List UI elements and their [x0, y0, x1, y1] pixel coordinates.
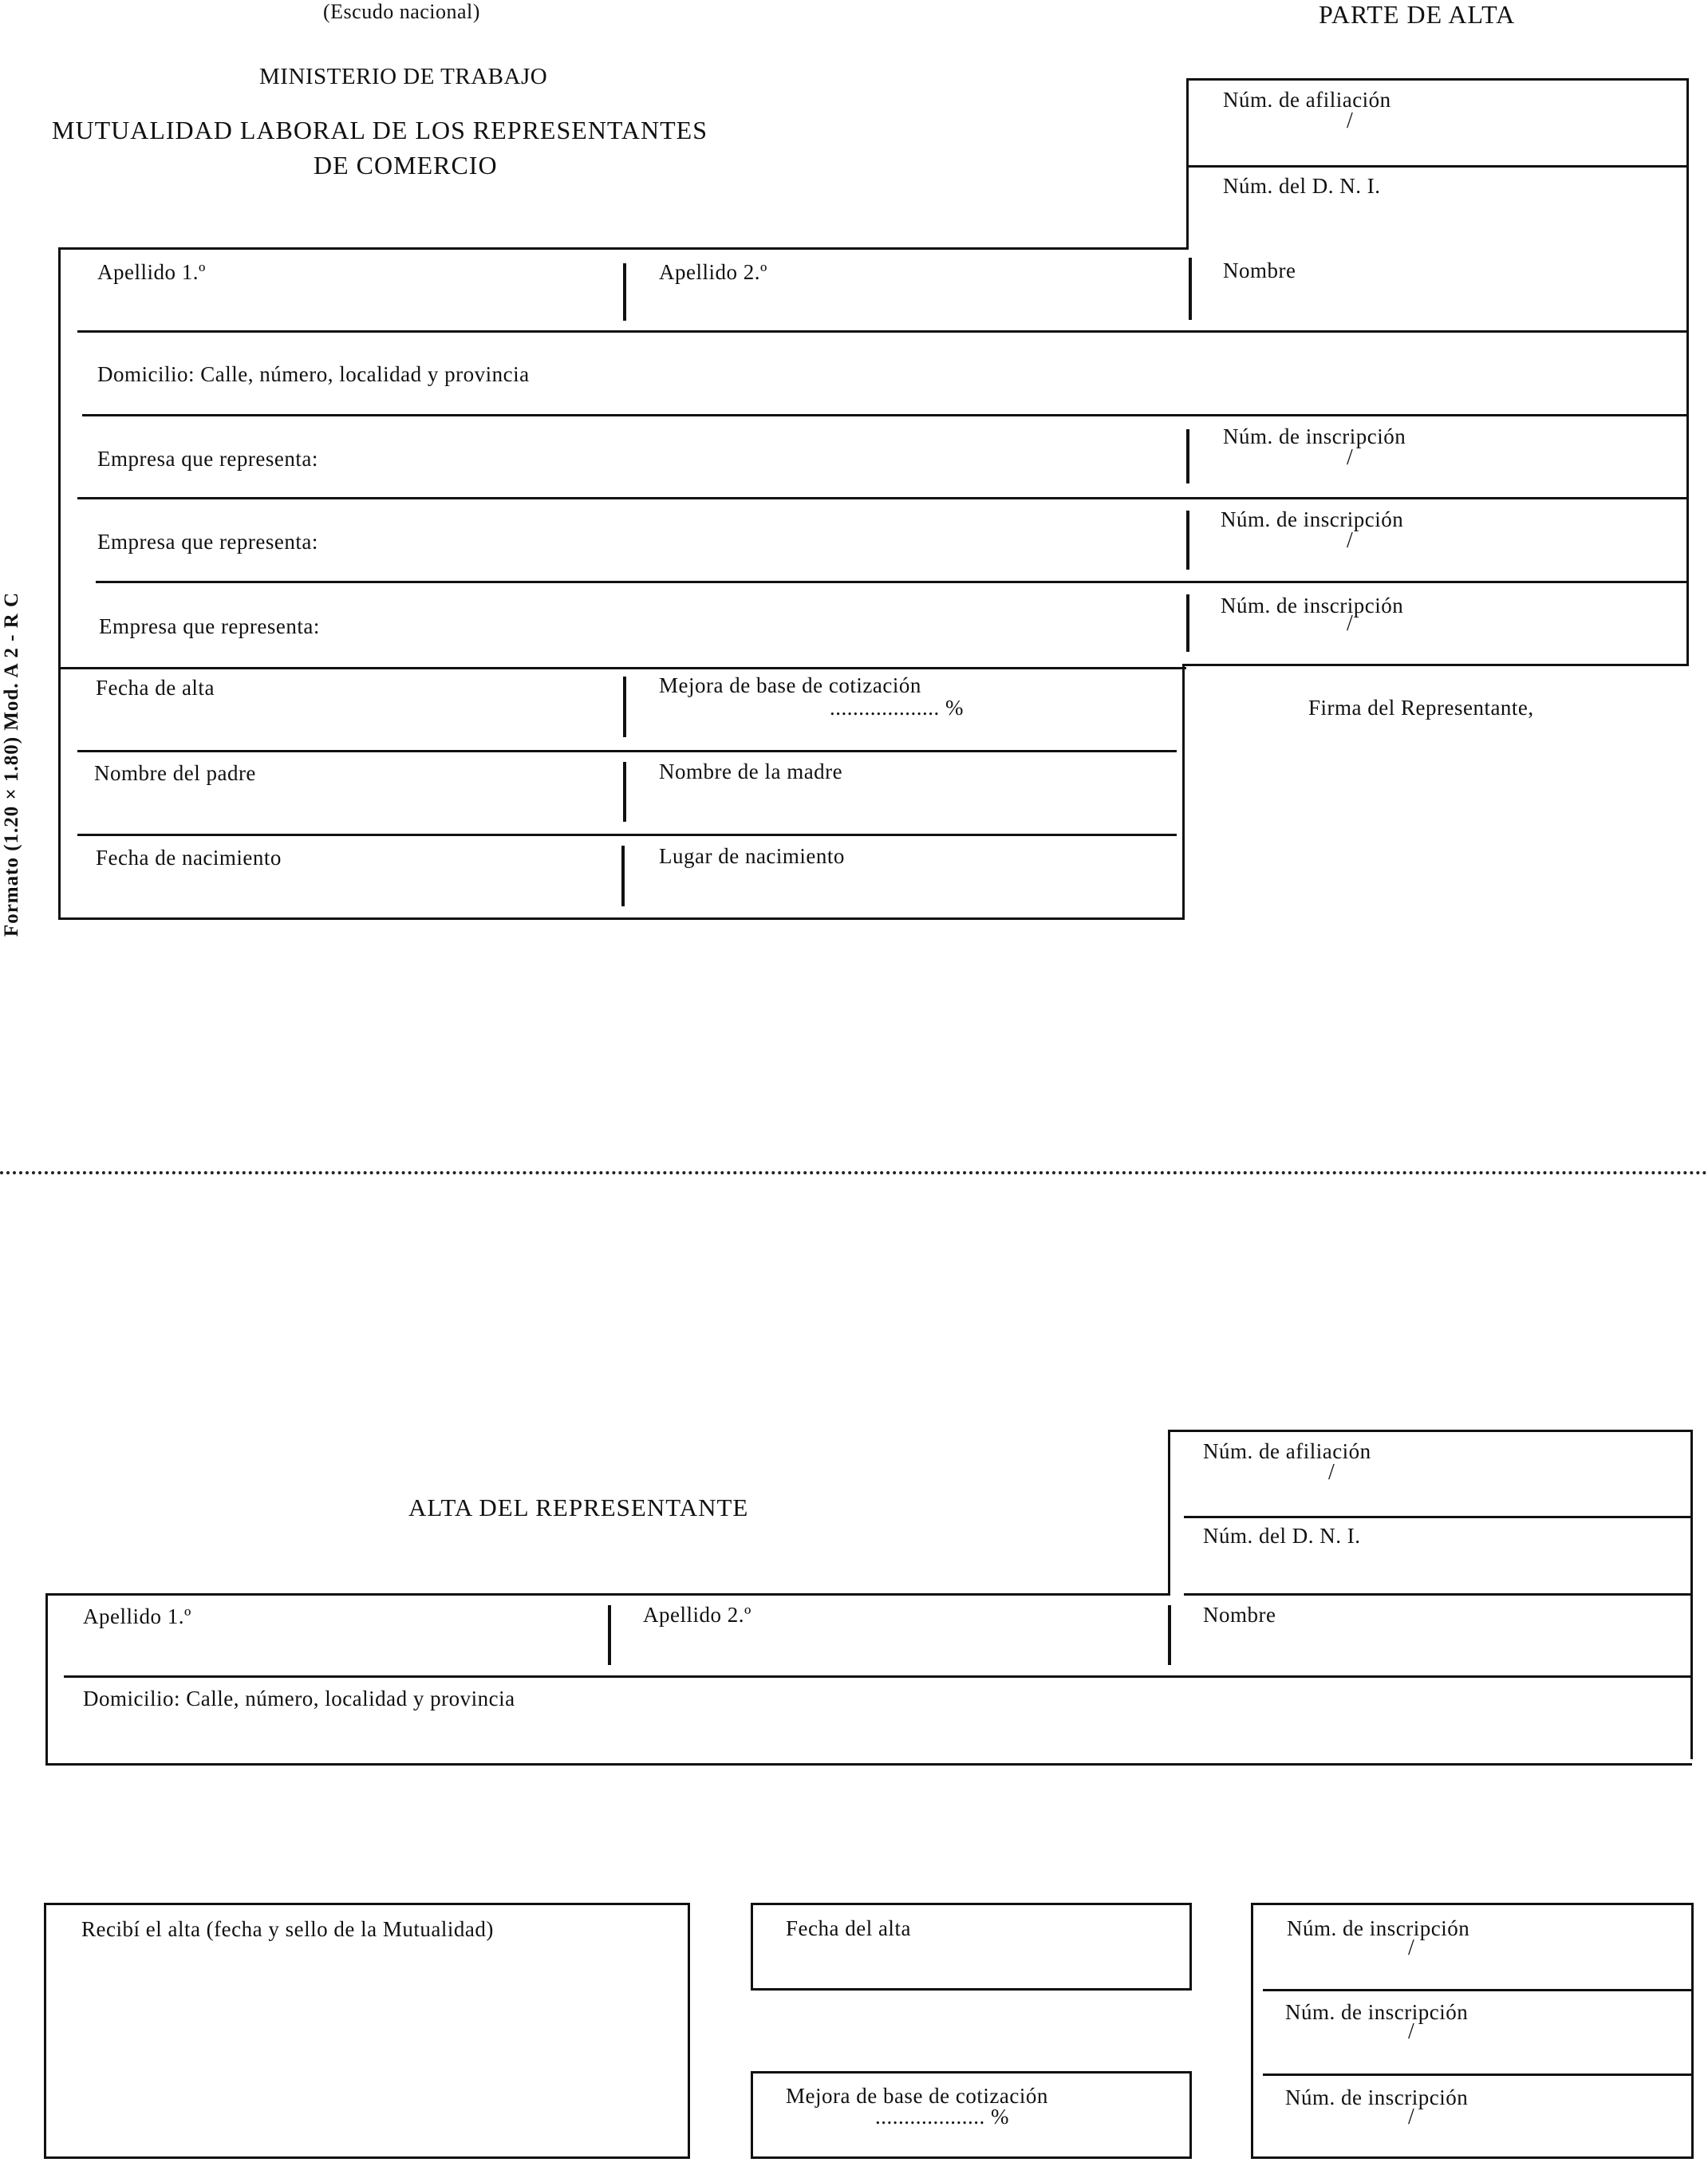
row-divider	[77, 750, 1177, 752]
registration-number-2-label: Núm. de inscripción	[1285, 2000, 1469, 2024]
registration-number-1-label: Núm. de inscripción	[1223, 424, 1406, 448]
frame-edge	[45, 1763, 1692, 1766]
field-separator	[621, 846, 625, 906]
row-divider	[64, 1675, 1692, 1678]
field-separator	[623, 677, 626, 737]
birth-date-label[interactable]: Fecha de nacimiento	[96, 846, 282, 870]
frame-edge	[1168, 1430, 1170, 1593]
ministry-name: MINISTERIO DE TRABAJO	[259, 64, 548, 89]
registration-number-1-label: Núm. de inscripción	[1287, 1916, 1470, 1940]
field-separator	[1186, 594, 1189, 652]
row-divider	[58, 667, 1186, 669]
first-name-label[interactable]: Nombre	[1203, 1603, 1276, 1627]
surname-1-label[interactable]: Apellido 1.º	[97, 260, 206, 284]
receipt-stamp-label: Recibí el alta (fecha y sello de la Mutualidad)	[81, 1917, 494, 1941]
frame-edge	[45, 1593, 48, 1765]
field-separator	[623, 762, 626, 822]
mother-name-label[interactable]: Nombre de la madre	[659, 760, 843, 783]
surname-1-label[interactable]: Apellido 1.º	[83, 1604, 191, 1628]
father-name-label[interactable]: Nombre del padre	[94, 761, 256, 785]
representative-signature-label: Firma del Representante,	[1308, 696, 1534, 720]
frame-edge	[45, 1593, 1170, 1596]
frame-edge	[58, 917, 1183, 920]
surname-2-label[interactable]: Apellido 2.º	[643, 1603, 751, 1627]
registration-numbers-box	[1251, 1903, 1694, 2159]
format-side-label: Formato (1.20 × 1.80) Mod. A 2 - R C	[1, 591, 22, 937]
dni-number-label: Núm. del D. N. I.	[1223, 174, 1381, 198]
registration-number-1-field[interactable]: /	[1408, 1935, 1414, 1960]
field-separator	[1189, 258, 1192, 320]
registration-number-3-label: Núm. de inscripción	[1221, 594, 1404, 618]
field-separator	[1186, 511, 1189, 570]
row-divider	[82, 414, 1687, 416]
dni-number-label: Núm. del D. N. I.	[1203, 1524, 1361, 1548]
frame-edge	[58, 247, 61, 920]
company-1-label[interactable]: Empresa que representa:	[97, 447, 318, 471]
first-name-label[interactable]: Nombre	[1223, 258, 1296, 282]
contribution-base-improvement-label: Mejora de base de cotización	[786, 2084, 1048, 2108]
form-title: PARTE DE ALTA	[1319, 0, 1516, 29]
frame-edge	[1184, 1593, 1692, 1596]
affiliation-number-label: Núm. de afiliación	[1203, 1439, 1371, 1463]
field-separator	[1186, 429, 1189, 483]
frame-edge	[58, 247, 1189, 250]
organization-line-2: DE COMERCIO	[314, 151, 498, 180]
registration-date-label: Fecha del alta	[786, 1916, 911, 1940]
registration-number-3-field[interactable]: /	[1347, 611, 1353, 636]
affiliation-number-field[interactable]: /	[1347, 109, 1353, 133]
row-divider	[96, 581, 1687, 583]
row-divider	[1189, 165, 1687, 168]
registration-number-1-field[interactable]: /	[1347, 445, 1353, 470]
frame-edge	[1168, 1430, 1692, 1432]
row-divider	[77, 834, 1177, 836]
contribution-percent-field[interactable]: ................... %	[830, 696, 964, 720]
frame-edge	[1182, 665, 1185, 920]
affiliation-number-field[interactable]: /	[1328, 1460, 1335, 1485]
registration-number-2-field[interactable]: /	[1408, 2019, 1414, 2044]
registration-number-3-label: Núm. de inscripción	[1285, 2085, 1469, 2109]
row-divider	[77, 497, 1687, 499]
registration-number-3-field[interactable]: /	[1408, 2105, 1414, 2129]
field-separator	[1168, 1605, 1171, 1665]
frame-edge	[1186, 78, 1189, 247]
organization-line-1: MUTUALIDAD LABORAL DE LOS REPRESENTANTES	[52, 116, 708, 144]
address-label[interactable]: Domicilio: Calle, número, localidad y provincia	[97, 362, 530, 386]
frame-edge	[1182, 664, 1689, 666]
tear-off-line	[0, 1171, 1708, 1174]
field-separator	[623, 263, 626, 321]
row-divider	[1263, 1989, 1692, 1991]
field-separator	[608, 1605, 611, 1665]
row-divider	[77, 330, 1687, 333]
row-divider	[1184, 1516, 1692, 1518]
receipt-title: ALTA DEL REPRESENTANTE	[408, 1493, 749, 1521]
contribution-percent-field[interactable]: ................... %	[875, 2105, 1009, 2129]
contribution-base-improvement-label: Mejora de base de cotización	[659, 673, 921, 697]
company-3-label[interactable]: Empresa que representa:	[99, 614, 320, 638]
frame-edge	[1186, 78, 1688, 81]
affiliation-number-label: Núm. de afiliación	[1223, 88, 1391, 112]
registration-number-2-field[interactable]: /	[1347, 528, 1353, 553]
company-2-label[interactable]: Empresa que representa:	[97, 530, 318, 554]
address-label[interactable]: Domicilio: Calle, número, localidad y provincia	[83, 1687, 515, 1710]
surname-2-label[interactable]: Apellido 2.º	[659, 260, 767, 284]
birth-place-label[interactable]: Lugar de nacimiento	[659, 844, 845, 868]
row-divider	[1263, 2073, 1692, 2076]
registration-number-2-label: Núm. de inscripción	[1221, 507, 1404, 531]
registration-date-label[interactable]: Fecha de alta	[96, 676, 215, 700]
emblem-caption: (Escudo nacional)	[323, 0, 480, 23]
